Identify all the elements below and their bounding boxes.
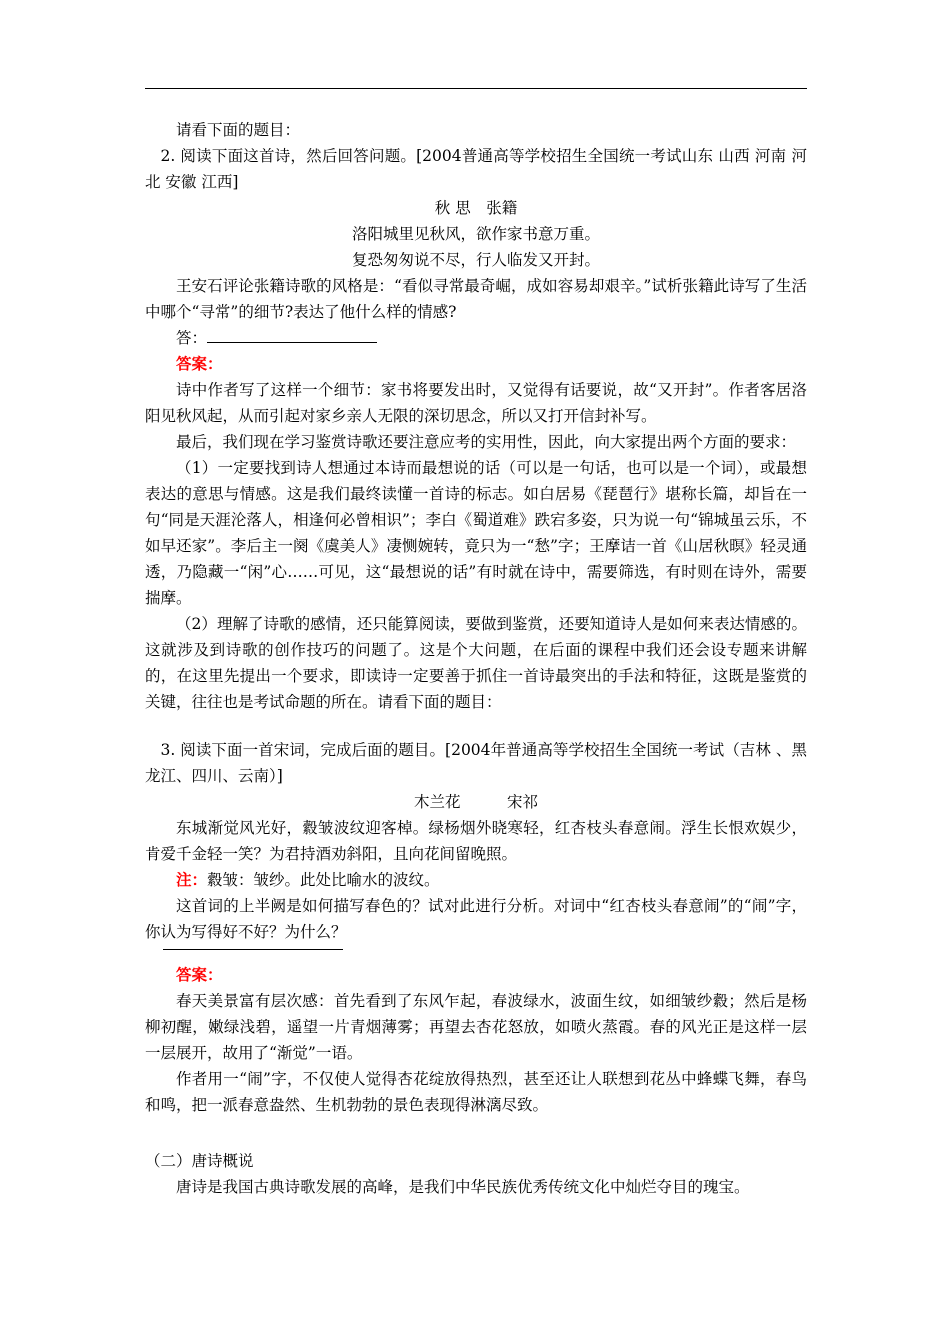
q3-stem: 3. 阅读下面一首宋词，完成后面的题目。[2004年普通高等学校招生全国统一考试（吉林 、黑龙江、四川、云南）] xyxy=(145,741,807,785)
q2-stem: 2. 阅读下面这首诗，然后回答问题。[2004普通高等学校招生全国统一考试山东 山西 河南 河北 安徽 江西] xyxy=(145,147,807,191)
q2-poem-line2: 复恐匆匆说不尽，行人临发又开封。 xyxy=(351,251,600,269)
answer-label: 答案： xyxy=(176,965,223,984)
requirement-2: （2）理解了诗歌的感情，还只能算阅读，要做到鉴赏，还要知道诗人是如何来表达情感的。这就涉及到诗歌的创作技巧的问题了。这是个大问题，在后面的课程中我们还会设专题来讲解的，在这里先提出一个要求，即读诗一定要善于抓住一首诗最突出的手法和特征，这既是鉴赏的关键，往往也是考试命题的所在。请看下面的题目： xyxy=(145,615,807,711)
spacer xyxy=(145,1118,807,1148)
q3-answer-label xyxy=(145,962,807,988)
q3-note xyxy=(145,867,807,893)
answer-blank xyxy=(207,326,377,343)
note-label: 注： xyxy=(176,870,208,889)
q2-question: 王安石评论张籍诗歌的风格是：“看似寻常最奇崛，成如容易却艰辛。”试析张籍此诗写了生活中哪个“寻常”的细节?表达了他什么样的情感? xyxy=(145,277,807,321)
section-heading: （二）唐诗概说 xyxy=(145,1152,254,1170)
answer-prefix: 答： xyxy=(176,329,208,347)
q3-poem-title: 木兰花 宋祁 xyxy=(413,793,538,811)
spacer xyxy=(145,715,807,737)
requirement-1: （1）一定要找到诗人想通过本诗而最想说的话（可以是一句话，也可以是一个词），或最想表达的意思与情感。这是我们最终读懂一首诗的标志。如白居易《琵琶行》堪称长篇，却旨在一句“同是天涯沦落人，相逢何必曾相识”；李白《蜀道难》跌宕多姿，只为说一句“锦城虽云乐，不如早还家”。李后主一阕《虞美人》凄恻婉转，竟只为一“愁”字；王摩诘一首《山居秋暝》轻灵通透，乃隐藏一“闲”心……可见，这“最想说的话”有时就在诗中，需要筛选，有时则在诗外，需要揣摩。 xyxy=(145,459,807,607)
q3-answer-blank xyxy=(163,949,343,958)
document-page xyxy=(145,0,807,1200)
q2-answer-text: 诗中作者写了这样一个细节：家书将要发出时，又觉得有话要说，故“又开封”。作者客居洛阳见秋风起，从而引起对家乡亲人无限的深切思念，所以又打开信封补写。 xyxy=(145,381,807,425)
q3-answer-p2: 作者用一“闹”字，不仅使人觉得杏花绽放得热烈，甚至还让人联想到花丛中蜂蝶飞舞，春鸟和鸣，把一派春意盎然、生机勃勃的景色表现得淋漓尽致。 xyxy=(145,1070,807,1114)
answer-label: 答案： xyxy=(176,354,223,373)
q2-answer-line xyxy=(145,325,807,351)
note-text: 縠皱：皱纱。此处比喻水的波纹。 xyxy=(207,871,440,889)
q3-answer-p1: 春天美景富有层次感：首先看到了东风乍起，春波绿水，波面生纹，如细皱纱縠；然后是杨柳初醒，嫩绿浅碧，遥望一片青烟薄雾；再望去杏花怒放，如喷火蒸霞。春的风光正是这样一层一层展开，故用了“渐觉”一语。 xyxy=(145,992,807,1062)
section-text: 唐诗是我国古典诗歌发展的高峰，是我们中华民族优秀传统文化中灿烂夺目的瑰宝。 xyxy=(176,1178,750,1196)
q2-poem-line1: 洛阳城里见秋风，欲作家书意万重。 xyxy=(351,225,600,243)
q3-poem-text: 东城渐觉风光好，縠皱波纹迎客棹。绿杨烟外晓寒轻，红杏枝头春意闹。浮生长恨欢娱少，肯爱千金轻一笑？为君持酒劝斜阳，且向花间留晚照。 xyxy=(145,819,807,863)
q2-answer-label xyxy=(145,351,807,377)
requirements-intro: 最后，我们现在学习鉴赏诗歌还要注意应考的实用性，因此，向大家提出两个方面的要求： xyxy=(176,433,797,451)
intro-text: 请看下面的题目： xyxy=(176,121,301,139)
q3-question: 这首词的上半阙是如何描写春色的？试对此进行分析。对词中“红杏枝头春意闹”的“闹”字，你认为写得好不好？为什么？ xyxy=(145,897,807,941)
q2-poem-title: 秋 思 张籍 xyxy=(434,199,518,217)
